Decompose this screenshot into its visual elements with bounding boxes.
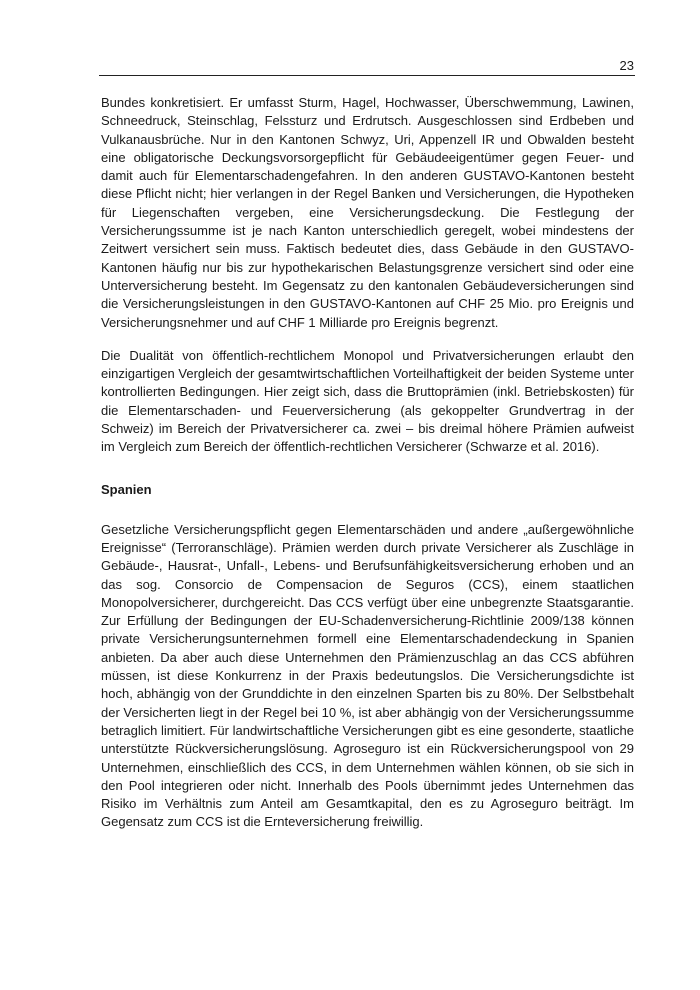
section-heading-spanien: Spanien — [101, 481, 152, 497]
paragraph-spain: Gesetzliche Versicherungspflicht gegen Elementarschäden und andere „außergewöhnliche Ereignisse“ (Terroranschläge). Prämien werden durch private Versicherer als Zuschläge in Gebäude-, Hausrat-, Unfall-, Lebens- und Berufsunfähigkeitsversicherung erhoben und an das sog. Consorcio de Compensacion de Seguros (CCS), einem staatlichen Monopolversicherer, durchgereicht. Das CCS verfügt über eine unbegrenzte Staatsgarantie. Zur Erfüllung der Bedingungen der EU-Schadenversicherung-Richtlinie 2009/138 können private Versicherungsunternehmen formell eine Elementarschadendeckung in Spanien anbieten. Da aber auch diese Unternehmen den Prämienzuschlag an das CCS abführen müssen, ist diese Konkurrenz in der Praxis bedeutungslos. Die Versicherungsdichte ist hoch, abhängig von der Grunddichte in den einzelnen Sparten bis zu 80%. Der Selbstbehalt der Versicherten liegt in der Regel bei 10 %, ist aber abhängig von der Versicherungssumme betraglich limitiert. Für landwirtschaftliche Versicherungen gibt es eine gesonderte, staatliche unterstützte Rückversicherungslösung. Agroseguro ist ein Rückversicherungspool von 29 Unternehmen, einschließlich des CCS, in dem Unternehmen wählen können, ob sie sich in den Pool integrieren oder nicht. Innerhalb des Pools übernimmt jedes Unternehmen das Risiko im Verhältnis zum Anteil am Gesamtkapital, den es zu Agroseguro beiträgt. Im Gegensatz zum CCS ist die Ernteversicherung freiwillig. — [101, 521, 634, 830]
header-rule — [99, 75, 635, 76]
page-number: 23 — [619, 58, 634, 73]
paragraph-switzerland-coverage: Bundes konkretisiert. Er umfasst Sturm, Hagel, Hochwasser, Überschwemmung, Lawinen, Schneedruck, Steinschlag, Felssturz und Erdrutsch. Ausgeschlossen sind Erdbeben und Vulkanausbrüche. Nur in den Kantonen Schwyz, Uri, Appenzell IR und Obwalden besteht eine obligatorische Deckungsvorsorgepflicht für Gebäudeeigentümer gegen Feuer- und damit auch für Elementarschadengefahren. In den anderen GUSTAVO-Kantonen besteht diese Pflicht nicht; hier verlangen in der Regel Banken und Versicherungen, die Hypotheken für Liegenschaften vergeben, eine Versicherungsdeckung. Die Festlegung der Versicherungssumme ist je nach Kanton unterschiedlich geregelt, wobei mindestens der Zeitwert versichert sein muss. Faktisch bedeutet dies, dass Gebäude in den GUSTAVO-Kantonen häufig nur bis zur hypothekarischen Belastungsgrenze versichert sind oder eine Unterversicherung besteht. Im Gegensatz zu den kantonalen Gebäudeversicherungen sind die Versicherungsleistungen in den GUSTAVO-Kantonen auf CHF 25 Mio. pro Ereignis und Versicherungsnehmer und auf CHF 1 Milliarde pro Ereignis begrenzt. — [101, 95, 634, 330]
paragraph-premium-comparison: Die Dualität von öffentlich-rechtlichem Monopol und Privatversicherungen erlaubt den einzigartigen Vergleich der gesamtwirtschaftlichen Vorteilhaftigkeit der beiden Systeme unter kontrollierten Bedingungen. Hier zeigt sich, dass die Bruttoprämien (inkl. Betriebskosten) für die Elementarschaden- und Feuerversicherung (als gekoppelter Grundvertrag in der Schweiz) im Bereich der Privatversicherer ca. zwei – bis dreimal höhere Prämien aufweist im Vergleich zum Bereich der öffentlich-rechtlichen Versicherer (Schwarze et al. 2016). — [101, 347, 634, 455]
body-text — [101, 94, 634, 832]
